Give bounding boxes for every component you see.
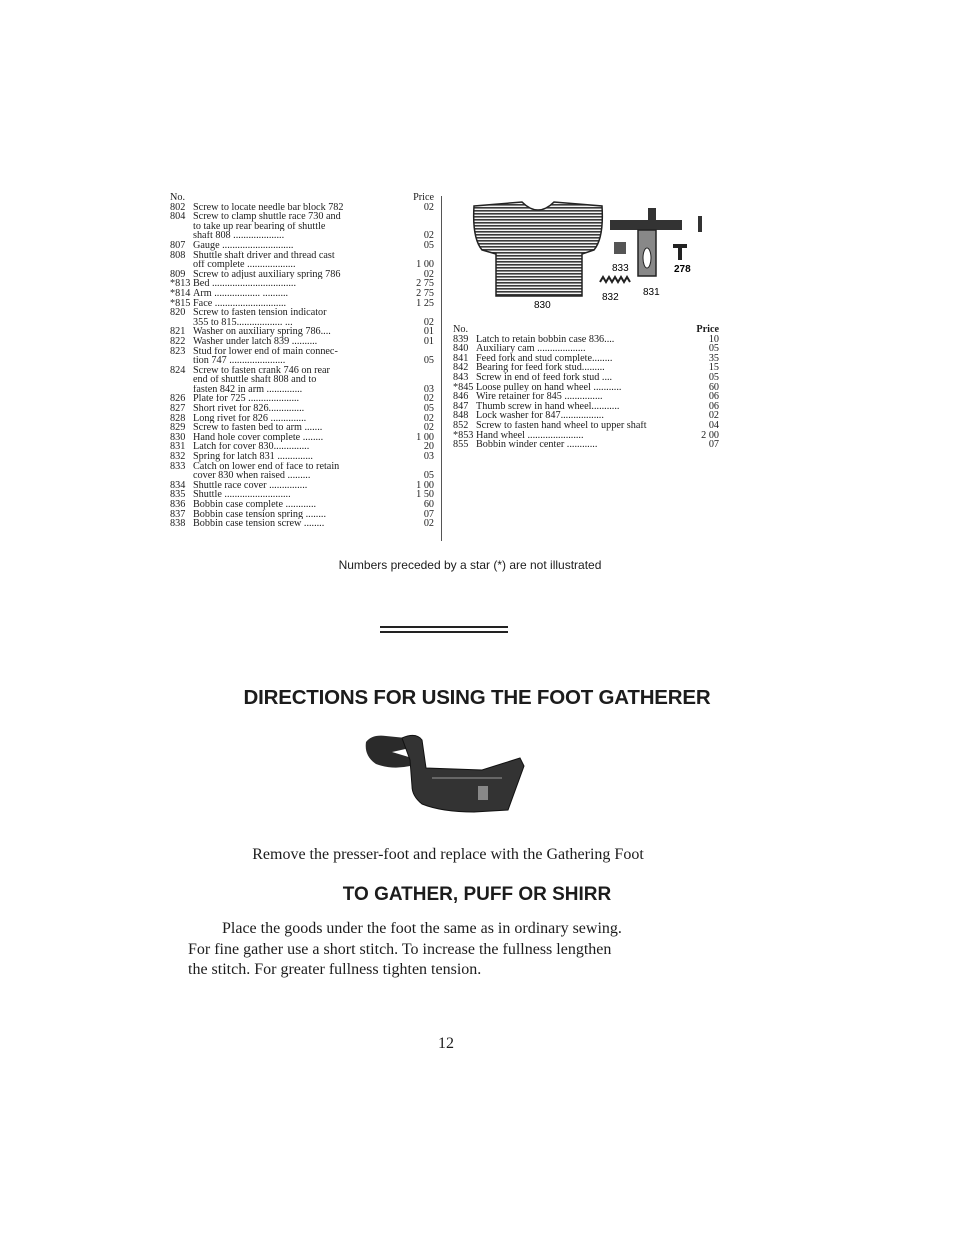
part-desc: off complete ................... <box>193 260 296 270</box>
part-desc: Arm .................. .......... <box>193 288 289 299</box>
section-rule-bottom <box>380 631 508 633</box>
part-desc: Long rivet for 826 .............. <box>193 413 307 424</box>
part-price: 05 <box>708 343 719 355</box>
part-price: 05 <box>708 371 719 383</box>
part-no: 835 <box>170 489 186 501</box>
part-no: 847 <box>453 400 469 412</box>
part-desc: 355 to 815.................. ... <box>193 317 293 328</box>
parts-row <box>170 308 434 318</box>
part-desc: Spring for latch 831 .............. <box>193 452 313 462</box>
parts-row <box>170 212 434 222</box>
part-price: 1 00 <box>416 259 434 271</box>
part-no: 822 <box>170 335 186 347</box>
part-no: 833 <box>170 460 186 472</box>
part-price: 60 <box>423 499 434 510</box>
part-price: 05 <box>423 403 434 415</box>
part-no: 839 <box>453 333 469 345</box>
spring-832 <box>600 277 630 282</box>
part-no: 841 <box>453 352 469 364</box>
part-no: 830 <box>170 431 186 443</box>
label-278: 278 <box>674 264 691 275</box>
header-price: Price <box>696 324 719 335</box>
part-desc: Face ............................ <box>193 298 287 309</box>
part-desc: end of shuttle shaft 808 and to <box>193 375 317 385</box>
part-price: 03 <box>423 451 434 463</box>
part-price: 02 <box>423 316 434 328</box>
part-desc: Screw to fasten hand wheel to upper shaft <box>476 420 647 431</box>
part-desc: Screw to fasten tension indicator <box>193 308 327 318</box>
part-price: 01 <box>423 335 434 347</box>
screw-278 <box>673 244 687 260</box>
part-price: 60 <box>708 381 719 393</box>
hand-hole-cover-830 <box>474 202 603 296</box>
parts-row <box>453 383 719 393</box>
part-price: 15 <box>708 362 719 374</box>
parts-row <box>170 222 434 232</box>
part-price: 2 75 <box>416 278 434 290</box>
part-no: 828 <box>170 412 186 424</box>
part-desc: Bearing for feed fork stud......... <box>476 363 605 373</box>
part-desc: Washer on auxiliary spring 786.... <box>193 327 331 337</box>
part-desc: Hand wheel ...................... <box>476 430 584 441</box>
part-price: 02 <box>423 201 434 213</box>
part-desc: Screw to fasten bed to arm ....... <box>193 423 323 433</box>
part-desc: Screw to fasten crank 746 on rear <box>193 365 330 376</box>
part-no: *853 <box>453 429 474 441</box>
parts-row <box>170 471 434 481</box>
parts-row <box>170 462 434 472</box>
part-price: 05 <box>423 239 434 251</box>
parts-list-header <box>453 325 719 335</box>
parts-row <box>170 385 434 395</box>
part-desc: Bobbin case tension spring ........ <box>193 509 326 520</box>
parts-row <box>453 440 719 450</box>
paragraph-line: For fine gather use a short stitch. To increase the fullness lengthen <box>188 940 612 958</box>
parts-row <box>170 318 434 328</box>
main-heading: DIRECTIONS FOR USING THE FOOT GATHERER <box>243 686 711 709</box>
parts-row <box>170 490 434 500</box>
part-price: 10 <box>708 333 719 345</box>
part-price: 1 00 <box>416 431 434 443</box>
part-no: 826 <box>170 393 186 405</box>
parts-row <box>170 356 434 366</box>
part-price: 2 75 <box>416 287 434 299</box>
part-price: 02 <box>423 422 434 434</box>
parts-row <box>170 347 434 357</box>
part-no: 840 <box>453 343 469 355</box>
part-no <box>170 222 193 232</box>
part-price: 02 <box>423 412 434 424</box>
part-desc: Lock washer for 847................. <box>476 411 604 421</box>
part-no: *815 <box>170 297 191 309</box>
parts-row <box>170 519 434 529</box>
part-desc: to take up rear bearing of shuttle <box>193 221 326 232</box>
part-price: 1 00 <box>416 479 434 491</box>
part-price: 35 <box>708 352 719 364</box>
parts-row <box>453 392 719 402</box>
part-desc: Plate for 725 .................... <box>193 394 300 405</box>
part-price <box>404 366 434 376</box>
part-no: 838 <box>170 518 186 530</box>
label-833: 833 <box>612 263 629 274</box>
parts-row <box>170 327 434 337</box>
section-rule-top <box>380 626 508 628</box>
label-830: 830 <box>534 300 551 310</box>
parts-row <box>453 411 719 421</box>
parts-row <box>453 431 719 441</box>
part-no <box>170 375 193 385</box>
parts-list-left <box>170 193 434 529</box>
part-no: 831 <box>170 441 186 453</box>
parts-row <box>170 510 434 520</box>
part-desc: shaft 808 .................... <box>193 231 285 241</box>
part-desc: Hand hole cover complete ........ <box>193 432 324 443</box>
parts-row <box>170 404 434 414</box>
parts-row <box>170 299 434 309</box>
part-desc: Short rivet for 826.............. <box>193 404 305 414</box>
part-no: 837 <box>170 508 186 520</box>
parts-row <box>170 481 434 491</box>
part-desc: Screw to locate needle bar block 782 <box>193 202 344 213</box>
part-desc: Feed fork and stud complete........ <box>476 353 613 364</box>
part-desc: tion 747 ...................... <box>193 356 286 366</box>
part-desc: Shuttle race cover ............... <box>193 480 308 491</box>
instructions-paragraph <box>188 919 708 981</box>
intro-text: Remove the presser-foot and replace with the Gathering Foot <box>252 846 644 863</box>
part-desc: Bed ................................. <box>193 279 297 289</box>
part-price: 1 50 <box>416 489 434 501</box>
part-price: 07 <box>423 508 434 520</box>
parts-row <box>170 231 434 241</box>
parts-row <box>170 337 434 347</box>
parts-row <box>170 289 434 299</box>
part-price: 05 <box>423 355 434 367</box>
paragraph-line: Place the goods under the foot the same as in ordinary sewing. <box>222 920 622 937</box>
part-desc: Screw in end of feed fork stud .... <box>476 372 613 383</box>
part-no: 829 <box>170 422 186 434</box>
part-price: 06 <box>708 391 719 403</box>
part-desc: Screw to clamp shuttle race 730 and <box>193 212 341 222</box>
part-no: 842 <box>453 362 469 374</box>
part-desc: Shuttle shaft driver and thread cast <box>193 250 335 261</box>
part-desc: Auxiliary cam ................... <box>476 344 586 354</box>
parts-row <box>453 363 719 373</box>
header-no: No. <box>453 324 468 335</box>
parts-row <box>453 421 719 431</box>
gathering-foot-illustration <box>362 730 530 814</box>
part-price: 02 <box>423 518 434 530</box>
parts-row <box>170 442 434 452</box>
part-no: 809 <box>170 268 186 280</box>
parts-row <box>453 373 719 383</box>
part-no: 802 <box>170 201 186 213</box>
part-no: 836 <box>170 499 186 510</box>
part-price: 03 <box>423 383 434 395</box>
part-price: 02 <box>423 268 434 280</box>
part-no: 843 <box>453 371 469 383</box>
part-price: 01 <box>423 326 434 338</box>
part-desc: Stud for lower end of main connec- <box>193 346 338 357</box>
header-no: No. <box>170 192 185 203</box>
part-no: 827 <box>170 403 186 415</box>
page-number: 12 <box>438 1035 454 1052</box>
parts-list-right <box>453 325 719 450</box>
parts-row <box>453 402 719 412</box>
part-no: 848 <box>453 410 469 422</box>
part-price: 2 00 <box>701 429 719 441</box>
part-desc: Loose pulley on hand wheel ........... <box>476 382 622 393</box>
parts-row <box>170 366 434 376</box>
part-no: 808 <box>170 249 186 261</box>
part-desc: Latch for cover 830.............. <box>193 442 310 453</box>
part-price: 20 <box>423 441 434 453</box>
part-desc: Screw to adjust auxiliary spring 786 <box>193 269 341 280</box>
header-price: Price <box>413 192 434 203</box>
part-no: 855 <box>453 439 469 451</box>
part-no: 832 <box>170 451 186 463</box>
part-desc: Thumb screw in hand wheel........... <box>476 401 620 412</box>
column-divider <box>441 196 442 541</box>
part-desc: Gauge ............................ <box>193 240 294 251</box>
parts-row <box>453 335 719 345</box>
part-price: 02 <box>708 410 719 422</box>
parts-row <box>170 279 434 289</box>
parts-row <box>170 251 434 261</box>
part-no: *814 <box>170 287 191 299</box>
parts-row <box>170 375 434 385</box>
part-price: 02 <box>423 393 434 405</box>
parts-row <box>170 241 434 251</box>
label-832: 832 <box>602 292 619 303</box>
part-desc: Catch on lower end of face to retain <box>193 461 340 472</box>
part-no: 807 <box>170 239 186 251</box>
part-desc: Washer under latch 839 .......... <box>193 336 318 347</box>
part-desc: Wire retainer for 845 ............... <box>476 392 603 402</box>
parts-row <box>170 203 434 213</box>
part-price: 1 25 <box>416 297 434 309</box>
parts-row <box>170 260 434 270</box>
part-price: 06 <box>708 400 719 412</box>
part-no: 824 <box>170 364 186 376</box>
part-desc: cover 830 when raised ......... <box>193 471 311 481</box>
parts-row <box>453 344 719 354</box>
part-no: 823 <box>170 345 186 357</box>
parts-row <box>170 394 434 404</box>
footnote: Numbers preceded by a star (*) are not illustrated <box>338 558 602 572</box>
paragraph-line: the stitch. For greater fullness tighten tension. <box>188 961 482 978</box>
part-price: 02 <box>423 230 434 242</box>
part-desc: Bobbin winder center ............ <box>476 440 598 450</box>
part-price <box>404 212 434 222</box>
label-831: 831 <box>643 287 660 298</box>
part-no: 821 <box>170 326 186 338</box>
parts-row <box>170 452 434 462</box>
part-price: 04 <box>708 419 719 431</box>
parts-row <box>170 270 434 280</box>
parts-row <box>170 423 434 433</box>
part-no: *845 <box>453 381 474 393</box>
part-price: 07 <box>708 439 719 451</box>
sub-heading: TO GATHER, PUFF OR SHIRR <box>342 884 612 905</box>
part-desc: Bobbin case complete ............ <box>193 500 317 510</box>
parts-row <box>453 354 719 364</box>
parts-illustration <box>462 198 722 310</box>
part-no: 804 <box>170 211 186 223</box>
part-no: *813 <box>170 278 191 290</box>
part-no: 820 <box>170 307 186 319</box>
part-no: 852 <box>453 419 469 431</box>
part-desc: Latch to retain bobbin case 836.... <box>476 334 615 345</box>
parts-row <box>170 433 434 443</box>
parts-list-header <box>170 193 434 203</box>
part-no: 846 <box>453 391 469 403</box>
parts-row <box>170 500 434 510</box>
part-desc: fasten 842 in arm .............. <box>193 384 303 395</box>
part-desc: Shuttle .......................... <box>193 490 291 500</box>
part-no: 834 <box>170 479 186 491</box>
part-desc: Bobbin case tension screw ........ <box>193 519 325 529</box>
parts-row <box>170 414 434 424</box>
part-price: 05 <box>423 470 434 482</box>
